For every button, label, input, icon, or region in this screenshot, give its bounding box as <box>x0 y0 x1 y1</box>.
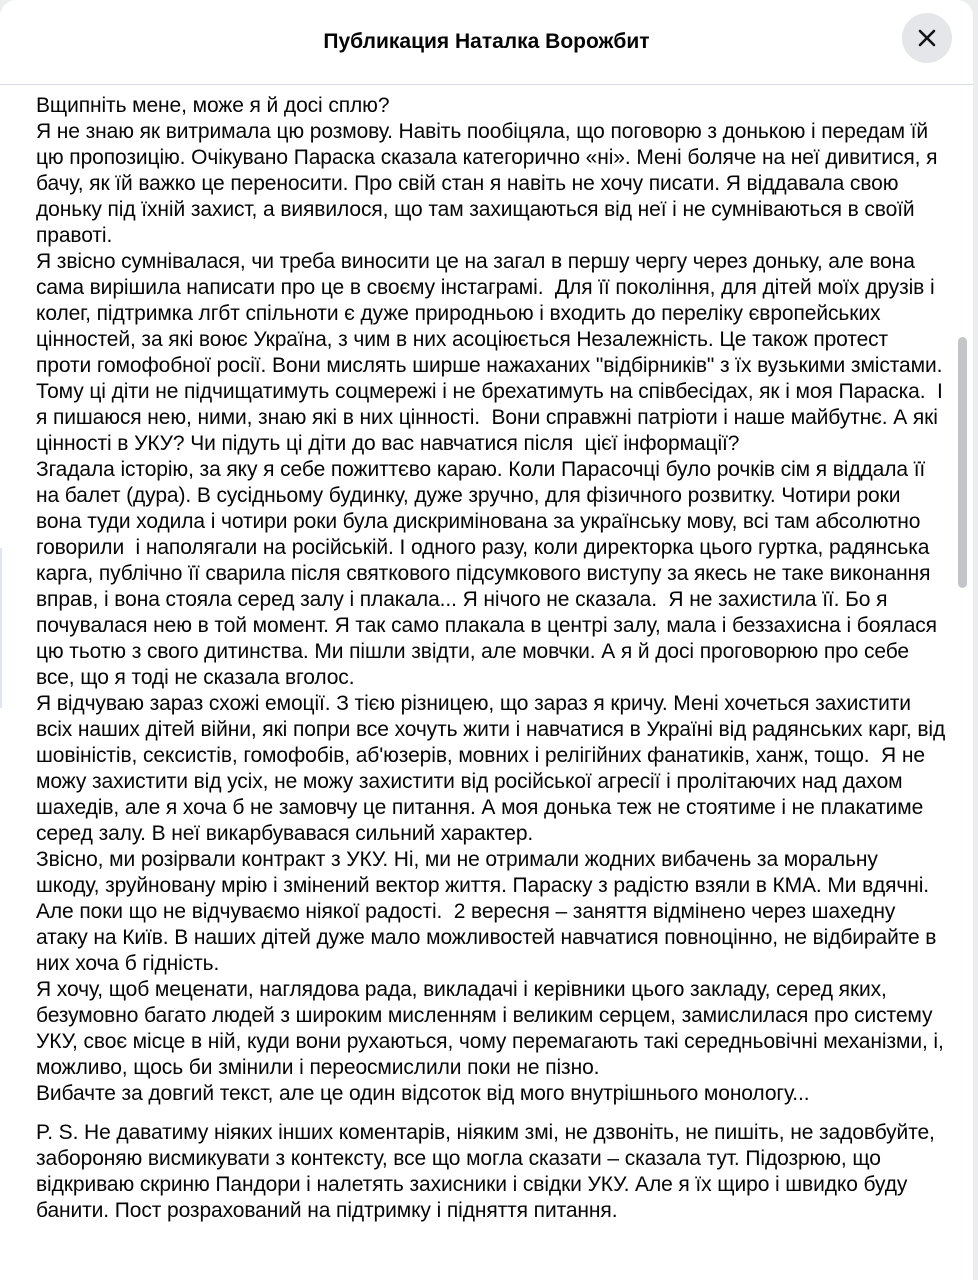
post-content <box>0 85 973 1224</box>
background-sliver-left <box>0 548 2 708</box>
close-icon <box>914 25 940 51</box>
modal-header <box>0 0 973 85</box>
post-paragraph-5: Я відчуваю зараз схожі емоції. З тією різницею, що зараз я кричу. Мені хочеться захистити всіх наших дітей війни, які попри все хочуть жити і навчатися в Україні від радянських карг, від шовіністів, сексистів, гомофобів, аб'юзерів, мовних і релігійних фанатиків, ханж, тощо. Я не можу захистити від усіх, не можу захистити від російської агресії і пролітаючих над дахом шахедів, але я хоча б не замовчу це питання. А моя донька теж не стоятиме і не плакатиме серед залу. В неї викарбувавася сильний характер. <box>36 692 951 845</box>
post-paragraph-7: Я хочу, щоб меценати, наглядова рада, викладачі і керівники цього закладу, серед яких, безумовно багато людей з широким мисленням і великим серцем, замислилася про систему УКУ, своє місце в ній, куди вони рухаються, чому перемагають такі середньовічні механізми, і, можливо, щось би змінили і переосмислили поки не пізно. <box>36 978 950 1079</box>
scrollbar-thumb[interactable] <box>958 337 967 588</box>
post-paragraph-1: Вщипніть мене, може я й досі сплю? <box>36 94 390 117</box>
post-paragraph-6: Звісно, ми розірвали контракт з УКУ. Ні, ми не отримали жодних вибачень за моральну шкоду, зруйновану мрію і змінений вектор життя. Параску з радістю взяли в КМА. Ми вдячні. Але поки що не відчуваємо ніякої радості. 2 вересня – заняття відмінено через шахедну атаку на Київ. В наших дітей дуже мало можливостей навчатися повноцінно, не відбирайте в них хоча б гідність. <box>36 848 943 975</box>
post-paragraph-2: Я не знаю як витримала цю розмову. Навіть пообіцяла, що поговорю з донькою і передам їй цю пропозицію. Очікувано Параска сказала категорично «ні». Мені боляче на неї дивитися, я бачу, як їй важко це переносити. Про свій стан я навіть не хочу писати. Я віддавала свою доньку під їхній захист, а виявилося, що там захищаються від неї і не сумніваються в своїй правоті. <box>36 120 944 247</box>
post-paragraph-4: Згадала історію, за яку я себе пожиттєво караю. Коли Парасочці було рочків сім я віддала її на балет (дура). В сусідньому будинку, дуже зручно, для фізичного розвитку. Чотири роки вона туди ходила і чотири роки була дискримінована за українську мову, всі там абсолютно говорили і наполягали на російській. І одного разу, коли директорка цього гуртка, радянська карга, публічно її сварила після святкового підсумкового виступу за якесь не таке виконання вправ, і вона стояла серед залу і плакала... Я нічого не сказала. Я не захистила її. Бо я почувалася нею в той момент. Я так само плакала в центрі залу, мала і беззахисна і боялася цю тьотю з свого дитинства. Ми пішли звідти, але мовчки. А я й досі проговорюю про себе все, що я тоді не сказала вголос. <box>36 458 943 689</box>
modal-title: Публикация Наталка Ворожбит <box>323 30 650 53</box>
post-paragraph-ps: P. S. Не даватиму ніяких інших коментарів, ніяким змі, не дзвоніть, не пишіть, не задовбуйте, забороняю висмикувати з контексту, все що могла сказати – сказала тут. Підозрюю, що відкриваю скриню Пандори і налетять захисники і свідки УКУ. Але я їх щиро і швидко буду банити. Пост розрахований на підтримку і підняття питання. <box>36 1121 941 1222</box>
post-paragraph-8: Вибачте за довгий текст, але це один відсоток від мого внутрішнього монологу... <box>36 1082 810 1105</box>
post-paragraph-3: Я звісно сумнівалася, чи треба виносити це на загал в першу чергу через доньку, але вона сама вирішила написати про це в своєму інстаграмі. Для її покоління, для дітей моїх друзів і колег, підтримка лгбт спільноти є дуже природньою і входить до переліку європейських цінностей, за які воює Україна, з чим в них асоціюється Незалежність. Це також протест проти гомофобної росії. Вони мислять ширше нажаханих "відбірників" з їх вузькими змістами. Тому ці діти не підчищатимуть соцмережі і не брехатимуть на співбесідах, як і моя Параска. І я пишаюся нею, ними, знаю які в них цінності. Вони справжні патріоти і наше майбутнє. А які цінності в УКУ? Чи підуть ці діти до вас навчатися після цієї інформації? <box>36 250 949 455</box>
close-button[interactable] <box>902 13 952 63</box>
